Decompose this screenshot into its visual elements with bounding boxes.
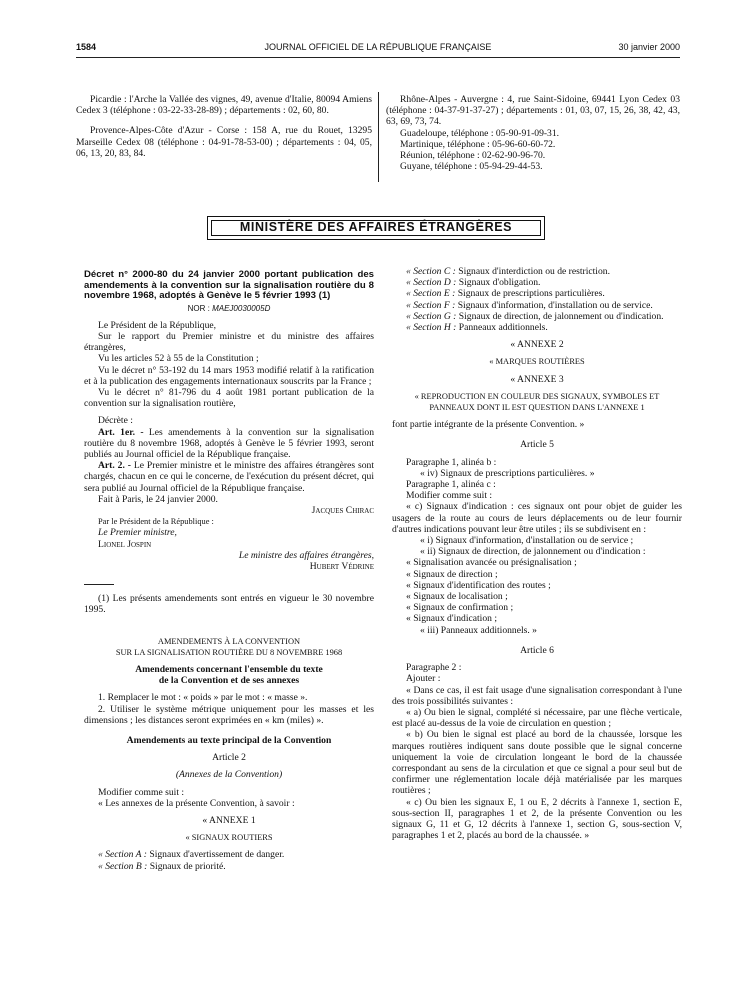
- section-label: « Section F :: [406, 299, 456, 311]
- article-2-heading: Article 2: [212, 752, 246, 764]
- article-2-label: Art. 2. -: [98, 460, 131, 472]
- paragraph-ref: Paragraphe 2 :: [406, 662, 462, 674]
- reproduction-heading: « REPRODUCTION EN COULEUR DES SIGNAUX, SYMBOLES ET PANNEAUX DONT IL EST QUESTION DANS L'ANNEXE 1: [414, 391, 660, 413]
- page-number: 1584: [76, 42, 97, 52]
- preamble-line: Sur le rapport du Premier ministre et du ministre des affaires étrangères,: [84, 330, 374, 354]
- ministry-title: MINISTÈRE DES AFFAIRES ÉTRANGÈRES: [239, 220, 513, 234]
- section-line: [392, 322, 682, 333]
- section-line: [392, 311, 682, 322]
- nor-label: NOR :: [187, 303, 210, 313]
- address-line: Réunion, téléphone : 02-62-90-96-70.: [400, 150, 546, 162]
- preamble-line: Vu les articles 52 à 55 de la Constitution ;: [98, 353, 259, 365]
- article-2: [84, 460, 374, 494]
- left-column: [84, 270, 374, 872]
- amendment-item: 1. Remplacer le mot : « poids » par le mot : « masse ».: [98, 692, 308, 704]
- list-item: « iii) Panneaux additionnels. »: [420, 624, 537, 636]
- preamble-line: Vu le décret n° 81-796 du 4 août 1981 portant publication de la convention sur la signalisation routière,: [84, 386, 374, 410]
- list-item: « Signaux de confirmation ;: [406, 602, 514, 614]
- article-6-heading: Article 6: [520, 644, 554, 656]
- list-item: « Signaux d'indication ;: [406, 613, 497, 625]
- pm-name: Lionel Jospin: [98, 538, 152, 550]
- article-1-text: Les amendements à la convention sur la signalisation routière du 8 novembre 1968, adoptés à Genève le 5 février 1993, seront publiés au Journal officiel de la République française.: [84, 426, 374, 460]
- section-label: « Section G :: [406, 310, 457, 322]
- top-right-addresses: [386, 94, 680, 172]
- section-text: Signaux de priorité.: [149, 860, 226, 872]
- article-5-heading: Article 5: [520, 439, 554, 451]
- section-line: [392, 277, 682, 288]
- paragraph-ref: Paragraphe 1, alinéa c :: [406, 479, 496, 491]
- list-item: « Signaux de direction ;: [406, 568, 498, 580]
- paragraph-ref: Paragraphe 1, alinéa b :: [406, 456, 497, 468]
- pm-title: Le Premier ministre,: [98, 527, 177, 539]
- marques-heading: « MARQUES ROUTIÈRES: [489, 357, 585, 367]
- annexes-subtitle: (Annexes de la Convention): [175, 769, 283, 781]
- article-1-label: Art. 1er. -: [98, 426, 144, 438]
- decrete-line: Décrète :: [98, 415, 133, 427]
- section-label: « Section C :: [406, 266, 456, 277]
- article-2-text: Le Premier ministre et le ministre des affaires étrangères sont chargés, chacun en ce qui le concerne, de l'exécution du présent décret, qui sera publié au Journal officiel de la République française.: [84, 460, 374, 494]
- les-annexes-line: « Les annexes de la présente Convention, à savoir :: [98, 797, 295, 809]
- page-header: [76, 42, 680, 56]
- address-line: Guyane, téléphone : 05-94-29-44-53.: [400, 161, 543, 173]
- amendments-heading-2: SUR LA SIGNALISATION ROUTIÈRE DU 8 NOVEMBRE 1968: [115, 647, 343, 657]
- fait-line: Fait à Paris, le 24 janvier 2000.: [98, 493, 218, 505]
- font-partie-line: font partie intégrante de la présente Convention. »: [392, 419, 585, 431]
- annexe-2-heading: « ANNEXE 2: [510, 339, 564, 351]
- nor-reference: [84, 303, 374, 314]
- column-divider: [378, 92, 379, 182]
- section-text: Signaux de prescriptions particulières.: [457, 288, 605, 300]
- nor-code: MAEJ0030005D: [212, 303, 271, 313]
- list-item: « Signaux de localisation ;: [406, 591, 508, 603]
- paragraph-text: « b) Ou bien le signal est placé au bord de la chaussée, lorsque les marques routières indiquent sans doute possible que le signal concerne uniquement la voie de circulation longeant le bord de la chaussée correspondant au sens de la circulation et que ce signal a pour seul but de confirmer une réglementation locale déjà matérialisée par les marques routières ;: [392, 729, 682, 797]
- amendments-sub-2: de la Convention et de ses annexes: [158, 675, 300, 687]
- paragraph-text: « Dans ce cas, il est fait usage d'une signalisation correspondant à l'une des trois possibilités suivantes :: [392, 684, 682, 707]
- section-label: « Section H :: [406, 322, 457, 334]
- section-line: [84, 849, 374, 860]
- par-le-president: Par le Président de la République :: [98, 517, 214, 527]
- section-label: « Section E :: [406, 288, 456, 300]
- modifier-line: Modifier comme suit :: [406, 490, 493, 502]
- amendments-sub-1: Amendements concernant l'ensemble du texte: [135, 663, 323, 675]
- paragraph-text: « a) Ou bien le signal, complété si nécessaire, par une flèche verticale, est placé au-dessus de la voie de circulation en question ;: [392, 706, 682, 730]
- amendment-item: 2. Utiliser le système métrique uniquement pour les masses et les dimensions ; les distances seront exprimées en « km (miles) ».: [84, 703, 374, 726]
- signaux-routiers-heading: « SIGNAUX ROUTIERS: [185, 833, 273, 843]
- address-line: Martinique, téléphone : 05-96-60-60-72.: [400, 138, 556, 150]
- annexe-1-heading: « ANNEXE 1: [202, 815, 256, 827]
- journal-title: JOURNAL OFFICIEL DE LA RÉPUBLIQUE FRANÇAISE: [264, 42, 492, 52]
- section-label: « Section A :: [98, 849, 147, 861]
- amendments-heading-1: AMENDEMENTS À LA CONVENTION: [157, 636, 301, 646]
- mae-name: Hubert Védrine: [309, 560, 374, 572]
- decree-title: Décret n° 2000-80 du 24 janvier 2000 portant publication des amendements à la convention sur la signalisation routière du 8 novembre 1968, adoptés à Genève le 5 février 1993 (1): [84, 269, 374, 301]
- section-text: Signaux d'information, d'installation ou de service.: [457, 299, 653, 311]
- article-1: [84, 427, 374, 461]
- list-item: « ii) Signaux de direction, de jalonnement ou d'indication :: [420, 546, 646, 558]
- section-label: « Section D :: [406, 277, 457, 289]
- section-label: « Section B :: [98, 860, 148, 872]
- section-line: [392, 300, 682, 311]
- principal-heading: Amendements au texte principal de la Convention: [126, 735, 332, 746]
- annexe-3-heading: « ANNEXE 3: [510, 373, 564, 385]
- ministry-box: [207, 216, 545, 240]
- address-paragraph: Picardie : l'Arche la Vallée des vignes, 49, avenue d'Italie, 80094 Amiens Cedex 3 (téléphone : 03-22-33-28-89) ; départements : 02, 60, 80.: [76, 94, 372, 117]
- modifier-line: Modifier comme suit :: [98, 786, 185, 798]
- section-text: Panneaux additionnels.: [458, 322, 548, 334]
- footnote: (1) Les présents amendements sont entrés en vigueur le 30 novembre 1995.: [84, 593, 374, 616]
- section-line: [392, 266, 682, 277]
- address-paragraph: Rhône-Alpes - Auvergne : 4, rue Saint-Sidoine, 69441 Lyon Cedex 03 (téléphone : 04-37-91-37-27) ; départements : 01, 03, 07, 15, 26, 38, 42, 43, 63, 69, 73, 74.: [386, 94, 680, 128]
- list-item: « Signalisation avancée ou présignalisation ;: [406, 557, 577, 569]
- section-text: Signaux d'avertissement de danger.: [149, 849, 285, 861]
- right-column: [392, 266, 682, 841]
- list-item: « Signaux d'identification des routes ;: [406, 579, 551, 591]
- preamble-line: Le Président de la République,: [98, 319, 217, 331]
- issue-date: 30 janvier 2000: [618, 42, 680, 52]
- section-text: Signaux de direction, de jalonnement ou d'indication.: [458, 310, 664, 322]
- footnote-rule: [84, 584, 114, 585]
- section-line: [84, 861, 374, 872]
- mae-title: Le ministre des affaires étrangères,: [238, 549, 374, 561]
- section-line: [392, 288, 682, 299]
- paragraph-text: « iv) Signaux de prescriptions particulières. »: [420, 467, 595, 479]
- section-text: Signaux d'interdiction ou de restriction.: [458, 266, 610, 277]
- top-left-addresses: [76, 94, 372, 159]
- list-item: « i) Signaux d'information, d'installation ou de service ;: [420, 535, 634, 547]
- header-rule: [76, 57, 680, 58]
- address-line: Guadeloupe, téléphone : 05-90-91-09-31.: [400, 127, 560, 139]
- preamble-line: Vu le décret n° 53-192 du 14 mars 1953 modifié relatif à la ratification et à la publication des engagements internationaux souscrits par la France ;: [84, 364, 374, 387]
- section-text: Signaux d'obligation.: [458, 277, 541, 289]
- address-paragraph: Provence-Alpes-Côte d'Azur - Corse : 158 A, rue du Rouet, 13295 Marseille Cedex 08 (téléphone : 04-91-78-53-00) ; départements : 04, 05, 06, 13, 20, 83, 84.: [76, 125, 372, 159]
- paragraph-text: « c) Signaux d'indication : ces signaux ont pour objet de guider les usagers de la route au cours de leurs déplacements ou de leur fournir d'autres indications pouvant leur être utiles ; ils se subdivisent en :: [392, 501, 682, 535]
- signer-name: Jacques Chirac: [311, 504, 374, 516]
- ajouter-line: Ajouter :: [406, 673, 441, 685]
- paragraph-text: « c) Ou bien les signaux E, 1 ou E, 2 décrits à l'annexe 1, section E, sous-section II, paragraphes 1 et 2, de la présente Convention ou les signaux G, 11 et G, 12 décrits à l'annexe 1, section G, sous-section V, paragraphes 1 et 2, placés au bord de la chaussée. »: [392, 796, 682, 842]
